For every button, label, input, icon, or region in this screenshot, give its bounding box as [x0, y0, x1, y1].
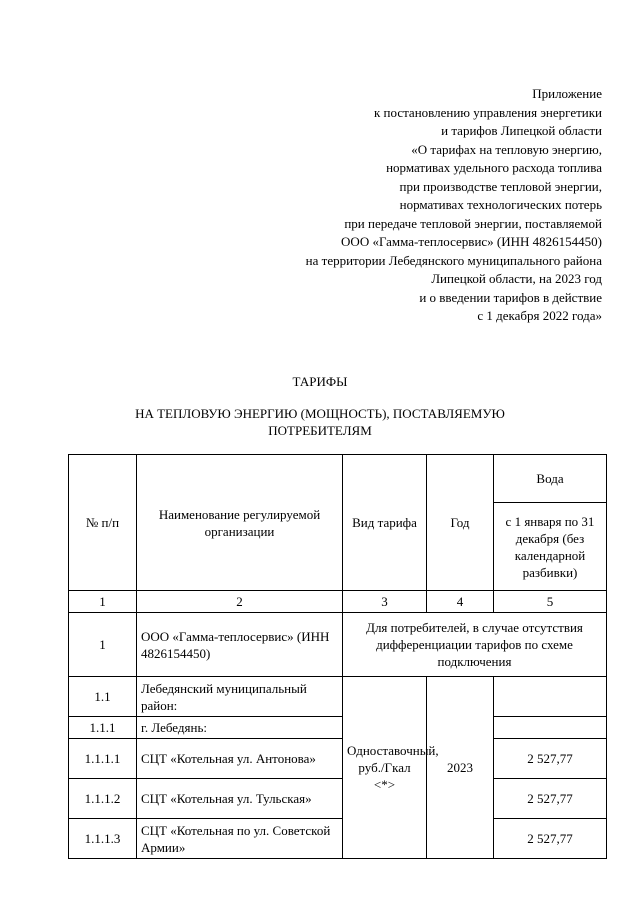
header-tariff-type: Вид тарифа — [343, 455, 427, 591]
appendix-line: к постановлению управления энергетики — [373, 104, 602, 120]
document-title: ТАРИФЫ — [292, 374, 348, 389]
org-row-name: ООО «Гамма-теплосервис» (ИНН 4826154450) — [137, 613, 343, 677]
appendix-header — [182, 85, 602, 326]
appendix-line: на территории Лебедянского муниципального района — [305, 252, 602, 268]
row-value: 2 527,77 — [494, 739, 607, 779]
row-value: 2 527,77 — [494, 779, 607, 819]
appendix-line: Приложение — [532, 86, 602, 101]
col-number: 5 — [494, 591, 607, 613]
row-num: 1.1.1.2 — [69, 779, 137, 819]
merged-tariff-type: Одноставочный, руб./Гкал <*> — [343, 677, 427, 859]
appendix-line: при передаче тепловой энергии, поставляемой — [344, 215, 602, 231]
tariff-table — [68, 454, 607, 859]
row-name: СЦТ «Котельная ул. Антонова» — [137, 739, 343, 779]
appendix-line: ООО «Гамма-теплосервис» (ИНН 4826154450) — [341, 234, 602, 249]
table-row — [69, 739, 607, 779]
header-period: с 1 января по 31 декабря (без календарной разбивки) — [494, 503, 607, 591]
header-org: Наименование регулируемой организации — [137, 455, 343, 591]
appendix-line: «О тарифах на тепловую энергию, — [411, 141, 602, 157]
row-num: 1.1.1.3 — [69, 819, 137, 859]
district-row-name: Лебедянский муниципальный район: — [137, 677, 343, 717]
header-water: Вода — [494, 455, 607, 503]
header-year: Год — [427, 455, 494, 591]
col-number: 4 — [427, 591, 494, 613]
city-row-name: г. Лебедянь: — [137, 717, 343, 739]
merged-year: 2023 — [427, 677, 494, 859]
appendix-line: нормативах технологических потерь — [399, 197, 602, 212]
table-row — [69, 779, 607, 819]
appendix-line: с 1 декабря 2022 года» — [477, 308, 602, 323]
col-number: 3 — [343, 591, 427, 613]
row-value: 2 527,77 — [494, 819, 607, 859]
col-number: 1 — [69, 591, 137, 613]
col-number: 2 — [137, 591, 343, 613]
table-row — [69, 819, 607, 859]
row-name: СЦТ «Котельная по ул. Советской Армии» — [137, 819, 343, 859]
document-subtitle: НА ТЕПЛОВУЮ ЭНЕРГИЮ (МОЩНОСТЬ), ПОСТАВЛЯЕМУЮ ПОТРЕБИТЕЛЯМ — [135, 406, 505, 438]
org-row-num: 1 — [69, 613, 137, 677]
appendix-line: при производстве тепловой энергии, — [399, 178, 602, 194]
city-row-num: 1.1.1 — [69, 717, 137, 739]
appendix-line: нормативах удельного расхода топлива — [386, 160, 602, 175]
row-num: 1.1.1.1 — [69, 739, 137, 779]
appendix-line: и тарифов Липецкой области — [441, 123, 602, 138]
empty-value-cell — [494, 717, 607, 739]
header-num: № п/п — [69, 455, 137, 591]
appendix-line: и о введении тарифов в действие — [419, 289, 602, 305]
appendix-line: Липецкой области, на 2023 год — [431, 271, 602, 286]
empty-value-cell — [494, 677, 607, 717]
row-name: СЦТ «Котельная ул. Тульская» — [137, 779, 343, 819]
org-row-note: Для потребителей, в случае отсутствия дифференциации тарифов по схеме подключения — [343, 613, 607, 677]
district-row-num: 1.1 — [69, 677, 137, 717]
